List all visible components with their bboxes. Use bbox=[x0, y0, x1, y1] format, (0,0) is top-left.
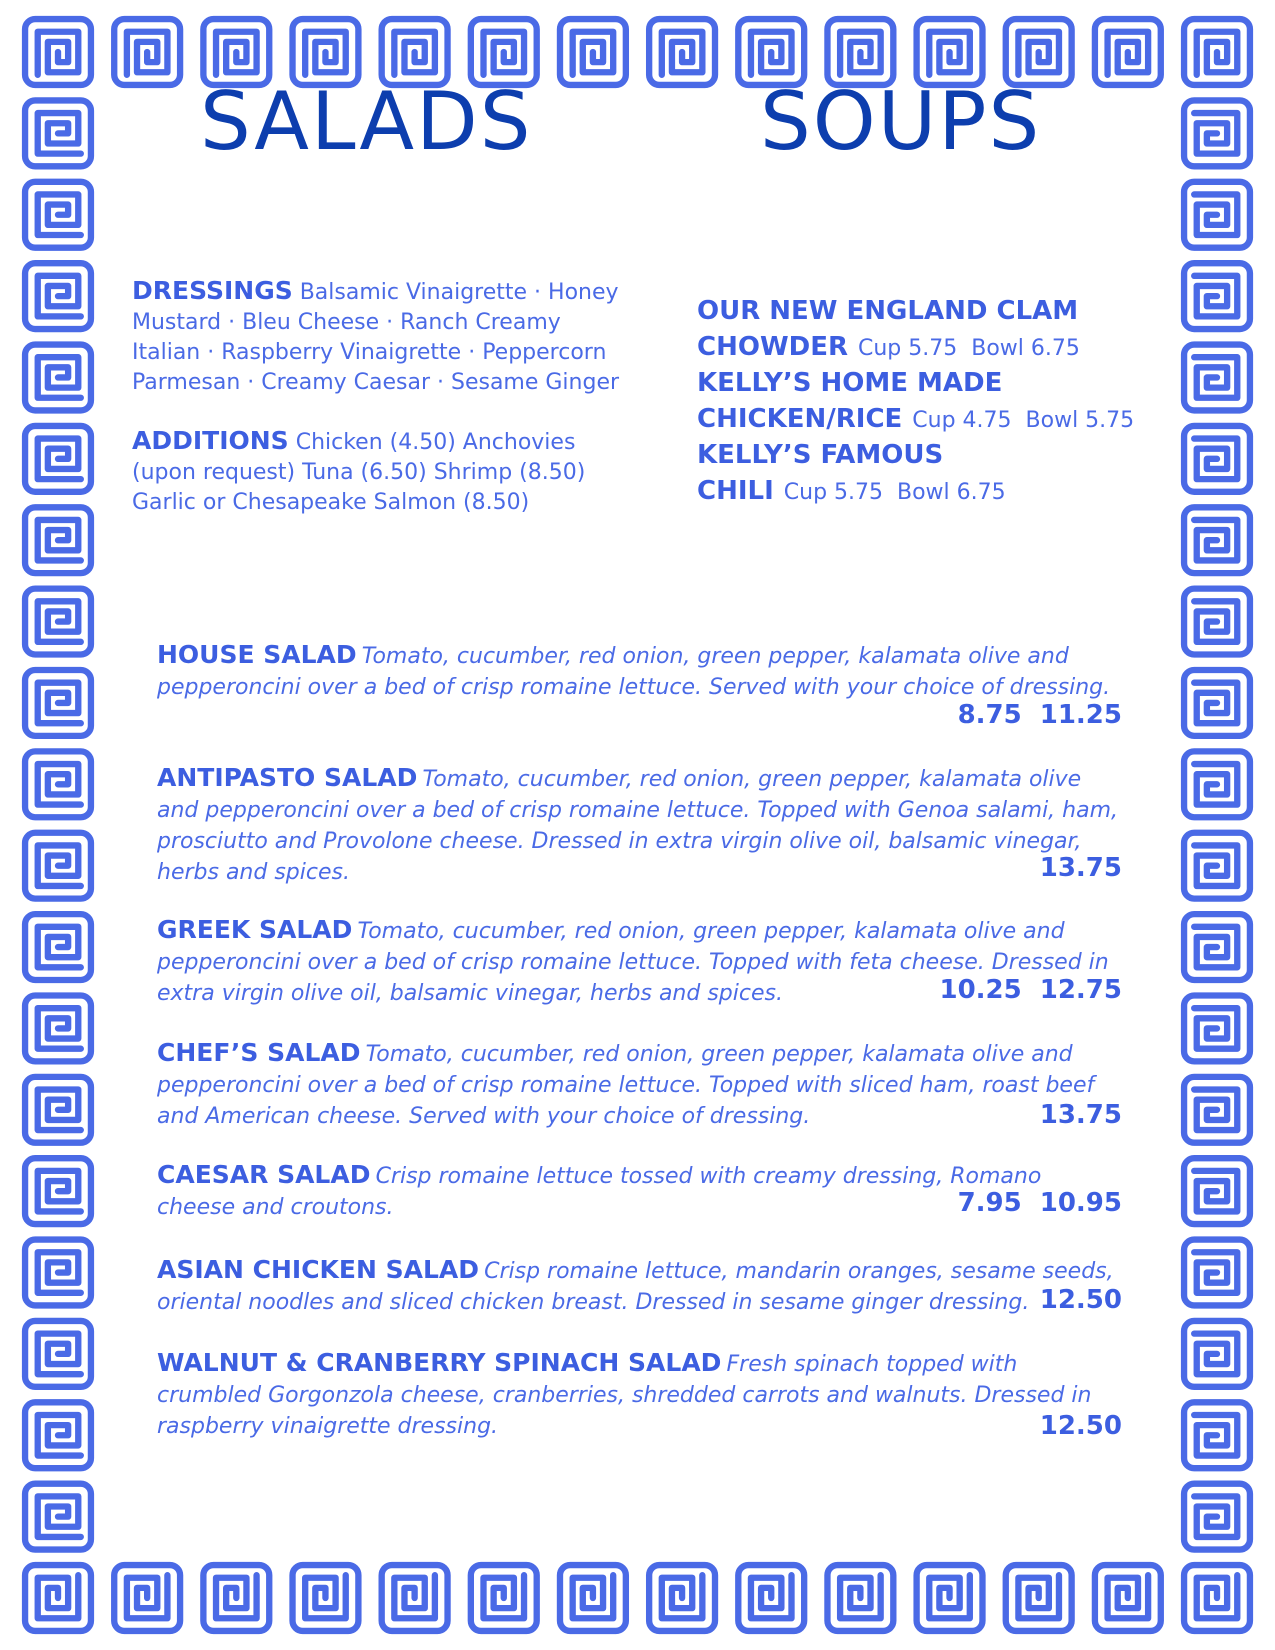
greek-key-spiral-icon bbox=[114, 1565, 180, 1631]
additions-list: Chicken (4.50) Anchovies (upon request) Tuna (6.50) Shrimp (8.50) Garlic or Chesapeake Salmon (8.50) bbox=[132, 430, 586, 515]
dressings-list: Balsamic Vinaigrette · Honey Mustard · Bleu Cheese · Ranch Creamy Italian · Raspberry Vinaigrette · Peppercorn Parmesan · Creamy Caesar · Sesame Ginger bbox=[132, 280, 620, 395]
salad-item-caesar bbox=[157, 1160, 1122, 1223]
salad-description: Tomato, cucumber, red onion, green pepper, kalamata olive and pepperoncini over a bed of crisp romaine lettuce. Topped with sliced ham, roast beef and American cheese. Served with your choice of dressing. bbox=[157, 1042, 1095, 1129]
salad-name: GREEK SALAD bbox=[157, 915, 353, 944]
soup-name: OUR NEW ENGLAND CLAM CHOWDER bbox=[697, 296, 1079, 362]
greek-key-spiral-icon bbox=[25, 1565, 91, 1631]
greek-key-spiral-icon bbox=[25, 1158, 91, 1224]
greek-key-spiral-icon bbox=[25, 670, 91, 736]
greek-key-spiral-icon bbox=[1184, 1077, 1250, 1143]
greek-key-spiral-icon bbox=[1184, 751, 1250, 817]
greek-key-spiral-icon bbox=[1184, 426, 1250, 492]
salad-price: 13.75 bbox=[1039, 1100, 1122, 1130]
greek-key-spiral-icon bbox=[917, 1565, 983, 1631]
greek-key-spiral-icon bbox=[1184, 1158, 1250, 1224]
greek-key-spiral-icon bbox=[1184, 507, 1250, 573]
soups-heading: SOUPS bbox=[760, 75, 1042, 168]
salad-price-small: 8.75 bbox=[957, 700, 1022, 730]
greek-key-spiral-icon bbox=[25, 751, 91, 817]
salad-prices bbox=[922, 975, 1123, 1005]
greek-key-spiral-icon bbox=[1006, 1565, 1072, 1631]
greek-key-spiral-icon bbox=[1184, 1484, 1250, 1550]
salad-item-asian-chicken bbox=[157, 1255, 1122, 1318]
salad-item-chef bbox=[157, 1038, 1122, 1132]
salad-price-large: 10.95 bbox=[1039, 1188, 1122, 1218]
greek-key-spiral-icon bbox=[203, 1565, 269, 1631]
salad-price: 12.50 bbox=[1039, 1285, 1122, 1315]
greek-key-spiral-icon bbox=[560, 19, 626, 85]
greek-key-spiral-icon bbox=[1095, 1565, 1161, 1631]
salad-prices bbox=[1022, 853, 1122, 883]
additions-section bbox=[132, 426, 632, 518]
soups-section bbox=[697, 294, 1135, 510]
greek-key-spiral-icon bbox=[25, 1077, 91, 1143]
greek-key-spiral-icon bbox=[738, 1565, 804, 1631]
salad-item-antipasto bbox=[157, 763, 1122, 888]
soup-item bbox=[697, 366, 1135, 438]
salad-price: 13.75 bbox=[1039, 853, 1122, 883]
greek-key-spiral-icon bbox=[1184, 1321, 1250, 1387]
greek-key-spiral-icon bbox=[25, 1402, 91, 1468]
additions-label: ADDITIONS bbox=[132, 426, 289, 455]
greek-key-spiral-icon bbox=[25, 995, 91, 1061]
greek-key-spiral-icon bbox=[1184, 345, 1250, 411]
greek-key-spiral-icon bbox=[649, 19, 715, 85]
soup-name: KELLY’S FAMOUS CHILI bbox=[697, 440, 944, 506]
soup-item bbox=[697, 294, 1127, 366]
greek-key-spiral-icon bbox=[25, 1484, 91, 1550]
dressings-section bbox=[132, 276, 632, 398]
greek-key-spiral-icon bbox=[1184, 833, 1250, 899]
soup-options: Cup 5.75 Bowl 6.75 bbox=[783, 480, 1006, 505]
salads-heading: SALADS bbox=[200, 75, 533, 168]
salad-prices bbox=[1022, 1411, 1122, 1441]
salad-name: HOUSE SALAD bbox=[157, 640, 357, 669]
salad-item-greek bbox=[157, 915, 1122, 1009]
salad-price-small: 10.25 bbox=[939, 975, 1022, 1005]
salad-description: Fresh spinach topped with crumbled Gorgonzola cheese, cranberries, shredded carrots and walnuts. Dressed in raspberry vinaigrette dressing. bbox=[157, 1352, 1092, 1439]
greek-key-spiral-icon bbox=[1184, 263, 1250, 329]
soup-item bbox=[697, 438, 1127, 510]
salad-name: CHEF’S SALAD bbox=[157, 1038, 361, 1067]
greek-key-spiral-icon bbox=[1184, 182, 1250, 248]
greek-key-spiral-icon bbox=[25, 345, 91, 411]
salad-prices bbox=[936, 700, 1122, 730]
salad-item-house bbox=[157, 640, 1122, 730]
salad-description: Tomato, cucumber, red onion, green pepper, kalamata olive and pepperoncini over a bed of crisp romaine lettuce. Topped with feta cheese. Dressed in extra virgin olive oil, balsamic vinegar, herbs and spices. bbox=[157, 919, 1109, 1006]
greek-key-spiral-icon bbox=[25, 182, 91, 248]
salad-price: 12.50 bbox=[1039, 1411, 1122, 1441]
dressings-label: DRESSINGS bbox=[132, 276, 293, 305]
greek-key-spiral-icon bbox=[1095, 19, 1161, 85]
greek-key-spiral-icon bbox=[1184, 19, 1250, 85]
salad-price-small: 7.95 bbox=[957, 1188, 1022, 1218]
salad-price-large: 11.25 bbox=[1039, 700, 1122, 730]
greek-key-spiral-icon bbox=[25, 100, 91, 166]
greek-key-spiral-icon bbox=[1184, 995, 1250, 1061]
greek-key-spiral-icon bbox=[25, 1240, 91, 1306]
greek-key-spiral-icon bbox=[1184, 1565, 1250, 1631]
salad-prices bbox=[1022, 1285, 1122, 1315]
salad-description: Tomato, cucumber, red onion, green pepper, kalamata olive and pepperoncini over a bed of crisp romaine lettuce. Served with your choice of dressing. bbox=[157, 644, 1111, 700]
greek-key-spiral-icon bbox=[1184, 1240, 1250, 1306]
greek-key-spiral-icon bbox=[25, 507, 91, 573]
greek-key-spiral-icon bbox=[649, 1565, 715, 1631]
soup-options: Cup 5.75 Bowl 6.75 bbox=[858, 336, 1080, 361]
greek-key-spiral-icon bbox=[1184, 914, 1250, 980]
greek-key-spiral-icon bbox=[25, 914, 91, 980]
salad-description: Tomato, cucumber, red onion, green pepper, kalamata olive and pepperoncini over a bed of crisp romaine lettuce. Topped with Genoa salami, ham, prosciutto and Provolone cheese. Dressed in extra virgin olive oil, balsamic vinegar, herbs and spices. bbox=[157, 767, 1119, 885]
soup-name: KELLY’S HOME MADE CHICKEN/RICE bbox=[697, 368, 1003, 434]
greek-key-spiral-icon bbox=[1184, 589, 1250, 655]
salad-description: Crisp romaine lettuce, mandarin oranges, sesame seeds, oriental noodles and sliced chicken breast. Dressed in sesame ginger dressing. bbox=[157, 1259, 1114, 1315]
greek-key-spiral-icon bbox=[382, 1565, 448, 1631]
greek-key-spiral-icon bbox=[25, 1321, 91, 1387]
greek-key-spiral-icon bbox=[1184, 670, 1250, 736]
salad-description: Crisp romaine lettuce tossed with creamy dressing, Romano cheese and croutons. bbox=[157, 1164, 1042, 1220]
salad-price-large: 12.75 bbox=[1039, 975, 1122, 1005]
salad-name: ASIAN CHICKEN SALAD bbox=[157, 1255, 480, 1284]
greek-key-spiral-icon bbox=[293, 1565, 359, 1631]
greek-key-spiral-icon bbox=[25, 19, 91, 85]
greek-key-spiral-icon bbox=[25, 589, 91, 655]
salad-name: CAESAR SALAD bbox=[157, 1160, 371, 1189]
greek-key-spiral-icon bbox=[560, 1565, 626, 1631]
greek-key-spiral-icon bbox=[1184, 1402, 1250, 1468]
salad-name: WALNUT & CRANBERRY SPINACH SALAD bbox=[157, 1348, 722, 1377]
greek-key-spiral-icon bbox=[25, 426, 91, 492]
greek-key-spiral-icon bbox=[827, 1565, 893, 1631]
greek-key-spiral-icon bbox=[1184, 100, 1250, 166]
greek-key-spiral-icon bbox=[25, 263, 91, 329]
soup-options: Cup 4.75 Bowl 5.75 bbox=[912, 408, 1135, 433]
greek-key-spiral-icon bbox=[471, 1565, 537, 1631]
salad-name: ANTIPASTO SALAD bbox=[157, 763, 418, 792]
salad-item-walnut-cranberry bbox=[157, 1348, 1122, 1442]
salad-prices bbox=[1022, 1100, 1122, 1130]
salad-prices bbox=[936, 1188, 1122, 1218]
greek-key-spiral-icon bbox=[114, 19, 180, 85]
greek-key-spiral-icon bbox=[25, 833, 91, 899]
